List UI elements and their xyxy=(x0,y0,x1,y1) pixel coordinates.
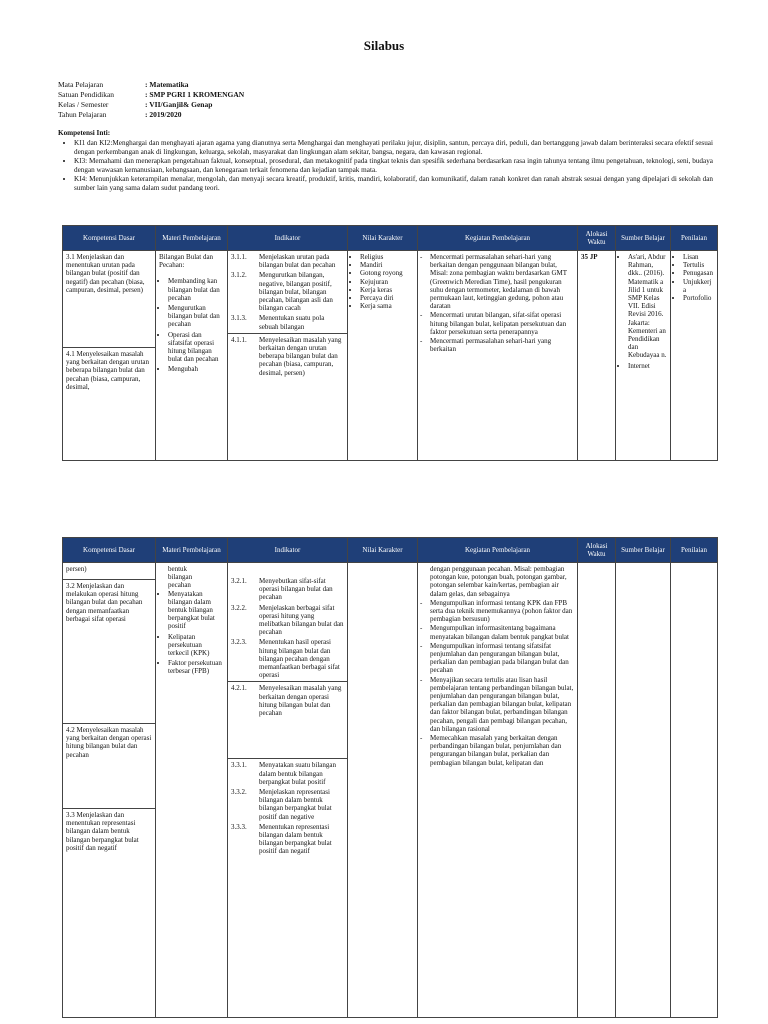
nilai-karakter-cell xyxy=(348,251,418,461)
kegiatan-item: - Mengumpulkan informasi tentang sifatsifat penjumlahan dan pengurangan bilangan bulat, perkalian dan pembagian pada bilangan bulat dan pecahan xyxy=(420,642,574,675)
indikator-number: 3.2.3. xyxy=(231,638,247,647)
meta-key: Tahun Pelajaran xyxy=(58,110,107,119)
meta-key: Satuan Pendidikan xyxy=(58,90,115,99)
indikator-item xyxy=(231,314,344,330)
syllabus-table-1 xyxy=(62,225,718,461)
materi-cell xyxy=(156,251,228,461)
indikator-number: 3.3.2. xyxy=(231,788,247,797)
indikator-cell xyxy=(228,251,348,461)
divider xyxy=(228,758,347,759)
kegiatan-text: Mencermati permasalahan sehari-hari yang berkaitan xyxy=(430,337,552,354)
indikator-item xyxy=(231,577,344,602)
indikator-text: Menentukan suatu pola sebuah bilangan xyxy=(259,314,325,331)
materi-list xyxy=(159,590,224,676)
materi-item: • Membanding kan bilangan bulat dan pecahan xyxy=(168,277,224,302)
indikator-number: 3.1.1. xyxy=(231,253,247,261)
materi-intro: Bilangan Bulat dan Pecahan: xyxy=(159,253,214,270)
col-header: Kegiatan Pembelajaran xyxy=(418,538,578,563)
indikator-text: Menjelaskan urutan pada bilangan bulat dan pecahan xyxy=(259,253,336,270)
kegiatan-item: - Mencermati permasalahan sehari-hari yang berkaitan xyxy=(420,337,574,353)
col-header: Kegiatan Pembelajaran xyxy=(418,226,578,251)
nilai-item: • Kerja keras xyxy=(360,286,414,294)
sumber-belajar-cell xyxy=(616,563,671,1018)
kompetensi-inti xyxy=(58,129,713,193)
materi-item: • Menyatakan bilangan dalam bentuk bilangan berpangkat bulat positif xyxy=(168,590,224,631)
sumber-belajar-cell xyxy=(616,251,671,461)
col-header: Materi Pembelajaran xyxy=(156,226,228,251)
indikator-number: 3.1.2. xyxy=(231,271,247,280)
ki-item: • KI1 dan KI2:Menghargai dan menghayati ajaran agama yang dianutnya serta Menghargai dan menghayati perilaku jujur, disiplin, santun, percaya diri, peduli, dan bertanggung jawab dalam berinteraksi secara efektif sesuai dengan perkembangan anak di lingkungan, keluarga, sekolah, masyarakat dan lingkungan alam sekitar, bangsa, negara, dan kawasan regional. xyxy=(74,139,713,157)
kd-item: 4.1 Menyelesaikan masalah yang berkaitan dengan urutan beberapa bilangan bulat dan pecahan (biasa, campuran, desimal, xyxy=(66,350,149,391)
alokasi-waktu xyxy=(578,563,616,1018)
indikator-item xyxy=(231,638,344,679)
col-header: Materi Pembelajaran xyxy=(156,538,228,563)
syllabus-table-2 xyxy=(62,537,718,1018)
indikator-item xyxy=(231,788,344,821)
meta-key: Mata Pelajaran xyxy=(58,80,104,89)
indikator-text: Menentukan representasi bilangan dalam bentuk bilangan berpangkat bulat positif dan negatif xyxy=(259,822,332,856)
kegiatan-item: - Mencermati permasalahan sehari-hari yang berkaitan dengan penggunaan bilangan bulat, Misal: zona pembagian waktu berdasarkan GMT (Greenwich Meredian Time), hasil pengukuran suhu dengan termometer, kedalaman di bawah permukaan laut, ketinggian gedung, pohon atau daratan xyxy=(420,253,574,310)
kegiatan-cell xyxy=(418,251,578,461)
materi-item: • Mengubah xyxy=(168,365,224,373)
penilaian-item: • Unjukkerj a xyxy=(683,278,714,294)
kegiatan-continued: dengan penggunaan pecahan. Misal: pembagian potongan kue, potongan buah, potongan gambar, potongan selembar kain/kertas, pembagian air dalam gelas, dan sebagainya xyxy=(430,565,567,598)
indikator-text: Menyatakan suatu bilangan dalam bentuk bilangan berpangkat bulat positif xyxy=(259,761,336,786)
col-header: Kompetensi Dasar xyxy=(63,226,156,251)
kd-item: 4.2 Menyelesaikan masalah yang berkaitan dengan operasi hitung bilangan bulat dan pecahan xyxy=(63,724,155,809)
col-header: Alokasi Waktu xyxy=(578,538,616,563)
alokasi-waktu: 35 JP xyxy=(578,251,616,461)
kegiatan-item: - Menyajikan secara tertulis atau lisan hasil pembelajaran tentang perbandingan bilangan bulat, penjumlahan dan pengurangan bilangan bulat, perkalian dan pembagian bilangan bulat, kelipatan dan faktor bilangan bulat, perbandingan bilangan pecahan, pengali dan pembagi bilangan pecahan, dan bilangan rasional xyxy=(420,675,574,733)
indikator-number: 3.2.2. xyxy=(231,603,247,612)
meta-row xyxy=(58,90,244,100)
penilaian-cell xyxy=(671,563,718,1018)
table-header-row xyxy=(63,538,718,563)
divider xyxy=(228,333,347,334)
nilai-item: • Kerja sama xyxy=(360,302,414,310)
materi-item: • Operasi dan sifatsifat operasi hitung bilangan bulat dan pecahan xyxy=(168,331,224,364)
indikator-text: Menjelaskan berbagai sifat operasi hitung yang melibatkan bilangan bulat dan pecahan xyxy=(259,603,344,637)
sumber-list xyxy=(619,253,667,370)
col-header: Nilai Karakter xyxy=(348,226,418,251)
materi-cell xyxy=(156,563,228,1018)
kd-item: persen) xyxy=(63,563,155,580)
nilai-item: • Mandiri xyxy=(360,261,414,269)
nilai-item: • Kejujuran xyxy=(360,278,414,286)
meta-value: : 2019/2020 xyxy=(145,110,182,119)
meta-row xyxy=(58,110,244,120)
penilaian-item: • Penugasan xyxy=(683,269,714,277)
col-header: Penilaian xyxy=(671,226,718,251)
ki-item: • KI4: Menunjukkan keterampilan menalar, mengolah, dan menyaji secara kreatif, produktif, kritis, mandiri, kolaboratif, dan komunikatif, dalam ranah konkret dan ranah abstrak sesuai dengan yang dipelajari di sekolah dan sumber lain yang sama dalam sudut pandang teori. xyxy=(74,175,713,193)
indikator-text: Menentukan hasil operasi hitung bilangan bulat dan bilangan pecahan dengan memanfaatkan berbagai sifat operasi xyxy=(259,638,340,680)
table-row xyxy=(63,563,718,1018)
sumber-item: • Internet xyxy=(628,362,667,370)
ki-heading: Kompetensi Inti: xyxy=(58,129,111,137)
ki-item: • KI3: Memahami dan menerapkan pengetahuan faktual, konseptual, prosedural, dan metakognitif pada tingkat teknis dan spesifik sederhana berdasarkan rasa ingin tahunya tentang ilmu pengetahuan, teknologi, seni, budaya dengan wawasan kemanusiaan, kebangsaan, dan kenegaraan terkait fenomena dan kejadian tampak mata. xyxy=(74,157,713,175)
nilai-list xyxy=(351,253,414,310)
col-header: Kompetensi Dasar xyxy=(63,538,156,563)
indikator-number: 3.3.1. xyxy=(231,761,247,770)
indikator-number: 4.2.1. xyxy=(231,684,247,693)
indikator-text: Menyelesaikan masalah yang berkaitan dengan urutan beberapa bilangan bulat dan pecahan (biasa, campuran, desimal, persen) xyxy=(259,335,342,377)
kegiatan-text: Mengumpulkan informasi tentang KPK dan FPB serta dua teknik menemukannya (pohon faktor dan pembagian bersusun) xyxy=(430,598,573,624)
materi-continued: bentuk bilangan pecahan xyxy=(168,565,193,590)
indikator-item xyxy=(231,253,344,269)
penilaian-item: • Tertulis xyxy=(683,261,714,269)
kegiatan-text: Memecahkan masalah yang berkaitan dengan perbandingan bilangan bulat, penjumlahan dan pengurangan bilangan bulat, perkalian dan pembagian bilangan bulat, kelipatan dan xyxy=(430,734,562,767)
kd-item: 3.3 Menjelaskan dan menentukan representasi bilangan dalam bentuk bilangan berpangkat bulat positif dan negatif xyxy=(66,811,139,852)
indikator-item xyxy=(231,823,344,856)
divider xyxy=(228,681,347,682)
nilai-item: • Percaya diri xyxy=(360,294,414,302)
materi-list xyxy=(159,277,224,373)
meta-row xyxy=(58,80,244,90)
penilaian-item: • Portofolio xyxy=(683,294,714,302)
table-header-row xyxy=(63,226,718,251)
col-header: Sumber Belajar xyxy=(616,226,671,251)
kd-cell xyxy=(63,251,156,461)
meta-key: Kelas / Semester xyxy=(58,100,109,109)
materi-item: • Kelipatan persekutuan terkecil (KPK) xyxy=(168,633,224,658)
kd-item: 3.2 Menjelaskan dan melakukan operasi hitung bilangan bulat dan pecahan dengan memanfaatkan berbagai sifat operasi xyxy=(63,580,155,724)
kegiatan-item: - Mengumpulkan informasitentang bagaimana menyatakan bilangan dalam bentuk pangkat bulat xyxy=(420,624,574,640)
indikator-number: 3.1.3. xyxy=(231,314,247,323)
penilaian-list xyxy=(674,253,714,302)
sumber-item: • As'ari, Abdur Rahman, dkk.. (2016). Matematik a Jilid 1 untuk SMP Kelas VII. Edisi Revisi 2016. Jakarta: Kementeri an Pendidikan dan Kebudayaa n. xyxy=(628,253,667,360)
col-header: Alokasi Waktu xyxy=(578,226,616,251)
col-header: Nilai Karakter xyxy=(348,538,418,563)
indikator-number: 3.3.3. xyxy=(231,822,247,831)
indikator-item xyxy=(231,336,344,377)
kegiatan-text: Menyajikan secara tertulis atau lisan hasil pembelajaran tentang perbandingan bilangan bulat, penjumlahan dan pengurangan bilangan bulat, perkalian dan pembagian bilangan bulat, kelipatan dan faktor bilangan bulat, perbandingan bilangan pecahan, pengali dan pembagi bilangan pecahan, dan bilangan rasional xyxy=(430,675,574,733)
indikator-text: Mengurutkan bilangan, negative, bilangan positif, bilangan bulat, bilangan pecahan, bilangan asli dan bilangan cacah xyxy=(259,271,333,313)
indikator-number: 3.2.1. xyxy=(231,577,247,585)
col-header: Indikator xyxy=(228,226,348,251)
penilaian-item: • Lisan xyxy=(683,253,714,261)
meta-value: : Matematika xyxy=(145,80,189,89)
col-header: Penilaian xyxy=(671,538,718,563)
meta-value: : VII/Ganjil& Genap xyxy=(145,100,213,109)
kegiatan-text: Mengumpulkan informasi tentang sifatsifat penjumlahan dan pengurangan bilangan bulat, perkalian dan pembagian pada bilangan bulat dan pecahan xyxy=(430,641,569,675)
indikator-cell xyxy=(228,563,348,1018)
kegiatan-item: - Mencermati urutan bilangan, sifat-sifat operasi hitung bilangan bulat, kelipatan persekutuan dan faktor persekutuan serta penerapannya xyxy=(420,311,574,336)
nilai-karakter-cell xyxy=(348,563,418,1018)
indikator-item xyxy=(231,604,344,637)
indikator-item xyxy=(231,761,344,786)
indikator-number: 4.1.1. xyxy=(231,335,247,344)
indikator-text: Menyelesaikan masalah yang berkaitan dengan operasi hitung bilangan bulat dan pecahan xyxy=(259,684,342,718)
indikator-text: Menjelaskan representasi bilangan dalam bentuk bilangan berpangkat bulat positif dan negative xyxy=(259,788,332,821)
indikator-item xyxy=(231,271,344,312)
ki-list xyxy=(58,139,713,193)
col-header: Sumber Belajar xyxy=(616,538,671,563)
kegiatan-item: - Mengumpulkan informasi tentang KPK dan FPB serta dua teknik menemukannya (pohon faktor dan pembagian bersusun) xyxy=(420,598,573,624)
penilaian-cell xyxy=(671,251,718,461)
kegiatan-text: Mengumpulkan informasitentang bagaimana menyatakan bilangan dalam bentuk pangkat bulat xyxy=(430,624,569,641)
materi-item: • Faktor persekutuan terbesar (FPB) xyxy=(168,659,224,675)
kegiatan-item: - Memecahkan masalah yang berkaitan dengan perbandingan bilangan bulat, penjumlahan dan pengurangan bilangan bulat, perkalian dan pembagian bilangan bulat, kelipatan dan xyxy=(420,734,574,767)
kd-cell xyxy=(63,563,156,1018)
col-header: Indikator xyxy=(228,538,348,563)
indikator-text: Menyebutkan sifat-sifat operasi bilangan bulat dan pecahan xyxy=(259,577,333,602)
nilai-item: • Religius xyxy=(360,253,414,261)
page-title: Silabus xyxy=(363,38,405,53)
meta-block xyxy=(58,80,244,120)
kegiatan-text: Mencermati urutan bilangan, sifat-sifat operasi hitung bilangan bulat, kelipatan persekutuan dan faktor persekutuan serta penerapannya xyxy=(430,311,567,336)
indikator-item xyxy=(231,684,344,756)
kegiatan-text: Mencermati permasalahan sehari-hari yang berkaitan dengan penggunaan bilangan bulat, Misal: zona pembagian waktu berdasarkan GMT (Greenwich Meredian Time), hasil pengukuran suhu dengan termometer, kedalaman di bawah permukaan laut, ketinggian gedung, pohon atau daratan xyxy=(430,253,567,311)
table-row xyxy=(63,251,718,461)
kegiatan-cell xyxy=(418,563,578,1018)
materi-item: • Mengurutkan bilangan bulat dan pecahan xyxy=(168,304,224,329)
kd-item: 3.1 Menjelaskan dan menentukan urutan pada bilangan bulat (positif dan negatif) dan pecahan (biasa, campuran, desimal, persen) xyxy=(63,251,155,348)
meta-row xyxy=(58,100,244,110)
nilai-item: • Gotong royong xyxy=(360,269,414,277)
meta-value: : SMP PGRI 1 KROMENGAN xyxy=(145,90,245,99)
